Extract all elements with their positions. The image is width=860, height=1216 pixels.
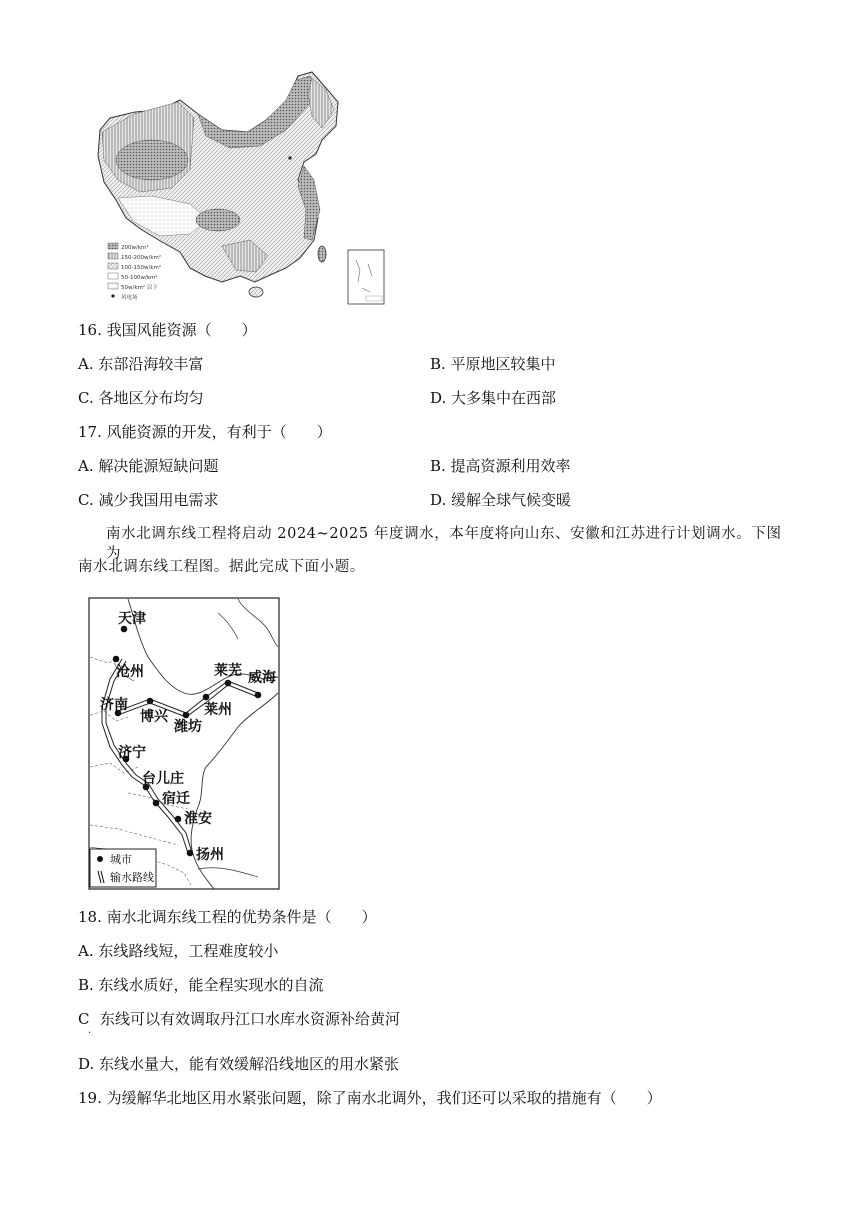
q16-option-a[interactable]: A. 东部沿海较丰富: [78, 355, 204, 373]
city-label-suqian: 宿迁: [162, 791, 190, 807]
q16-stem: 16. 我国风能资源（ ）: [78, 321, 257, 339]
q16-option-b[interactable]: B. 平原地区较集中: [430, 355, 556, 373]
q18-stem: 18. 南水北调东线工程的优势条件是（ ）: [78, 908, 377, 926]
q18-option-b[interactable]: B. 东线水质好，能全程实现水的自流: [78, 976, 324, 994]
q18-option-c-letter[interactable]: C: [78, 1010, 90, 1028]
legend-route-label: 输水路线: [110, 871, 154, 884]
q16-option-c[interactable]: C. 各地区分布均匀: [78, 389, 204, 407]
china-wind-map: [90, 70, 390, 305]
legend-label: 50w/km² 以下: [121, 285, 158, 291]
q17-stem: 17. 风能资源的开发，有利于（ ）: [78, 423, 332, 441]
city-label-boxing: 博兴: [140, 709, 168, 725]
q17-option-b[interactable]: B. 提高资源利用效率: [430, 457, 571, 475]
city-label-cangzhou: 沧州: [116, 664, 144, 680]
q17-option-d[interactable]: D. 缓解全球气候变暖: [430, 491, 572, 509]
q17-option-a[interactable]: A. 解决能源短缺问题: [78, 457, 219, 475]
city-label-jining: 济宁: [118, 745, 146, 761]
city-label-weifang: 潍坊: [174, 719, 202, 735]
city-label-weihai: 威海: [248, 670, 276, 686]
q18-option-d[interactable]: D. 东线水量大，能有效缓解沿线地区的用水紧张: [78, 1055, 400, 1073]
q19-stem: 19. 为缓解华北地区用水紧张问题，除了南水北调外，我们还可以采取的措施有（ ）: [78, 1089, 662, 1107]
city-label-huaian: 淮安: [184, 811, 212, 827]
city-label-yangzhou: 扬州: [196, 847, 224, 863]
legend-label: 风电场: [121, 295, 138, 301]
city-label-tianjin: 天津: [118, 611, 146, 627]
intro-line-2: 南水北调东线工程图。据此完成下面小题。: [78, 559, 365, 575]
city-label-laizhou: 莱州: [204, 702, 232, 718]
city-label-jinan: 济南: [100, 697, 128, 713]
q18-option-c[interactable]: 东线可以有效调取丹江口水库水资源补给黄河: [100, 1010, 401, 1028]
q16-option-d[interactable]: D. 大多集中在西部: [430, 389, 557, 407]
q17-option-c[interactable]: C. 减少我国用电需求: [78, 491, 219, 509]
city-label-taierzhuang: 台儿庄: [142, 771, 184, 787]
legend-label: 100-150w/km²: [121, 265, 162, 271]
legend-label: 150-200w/km²: [121, 255, 162, 261]
intro-line-1: 南水北调东线工程将启动 2024~2025 年度调水，本年度将向山东、安徽和江苏进行计划调水。下图为: [106, 526, 782, 562]
wind-map-legend: [108, 243, 161, 301]
route-map-legend: [90, 849, 156, 887]
q18-option-c-dot: .: [88, 1025, 92, 1036]
q18-option-a[interactable]: A. 东线路线短，工程难度较小: [78, 942, 279, 960]
city-label-laiwu: 莱芜: [214, 663, 242, 679]
legend-city-label: 城市: [110, 853, 132, 866]
legend-label: 50-100w/km²: [121, 275, 158, 281]
legend-label: 200w/km²: [121, 245, 149, 251]
east-route-map: [88, 597, 280, 890]
